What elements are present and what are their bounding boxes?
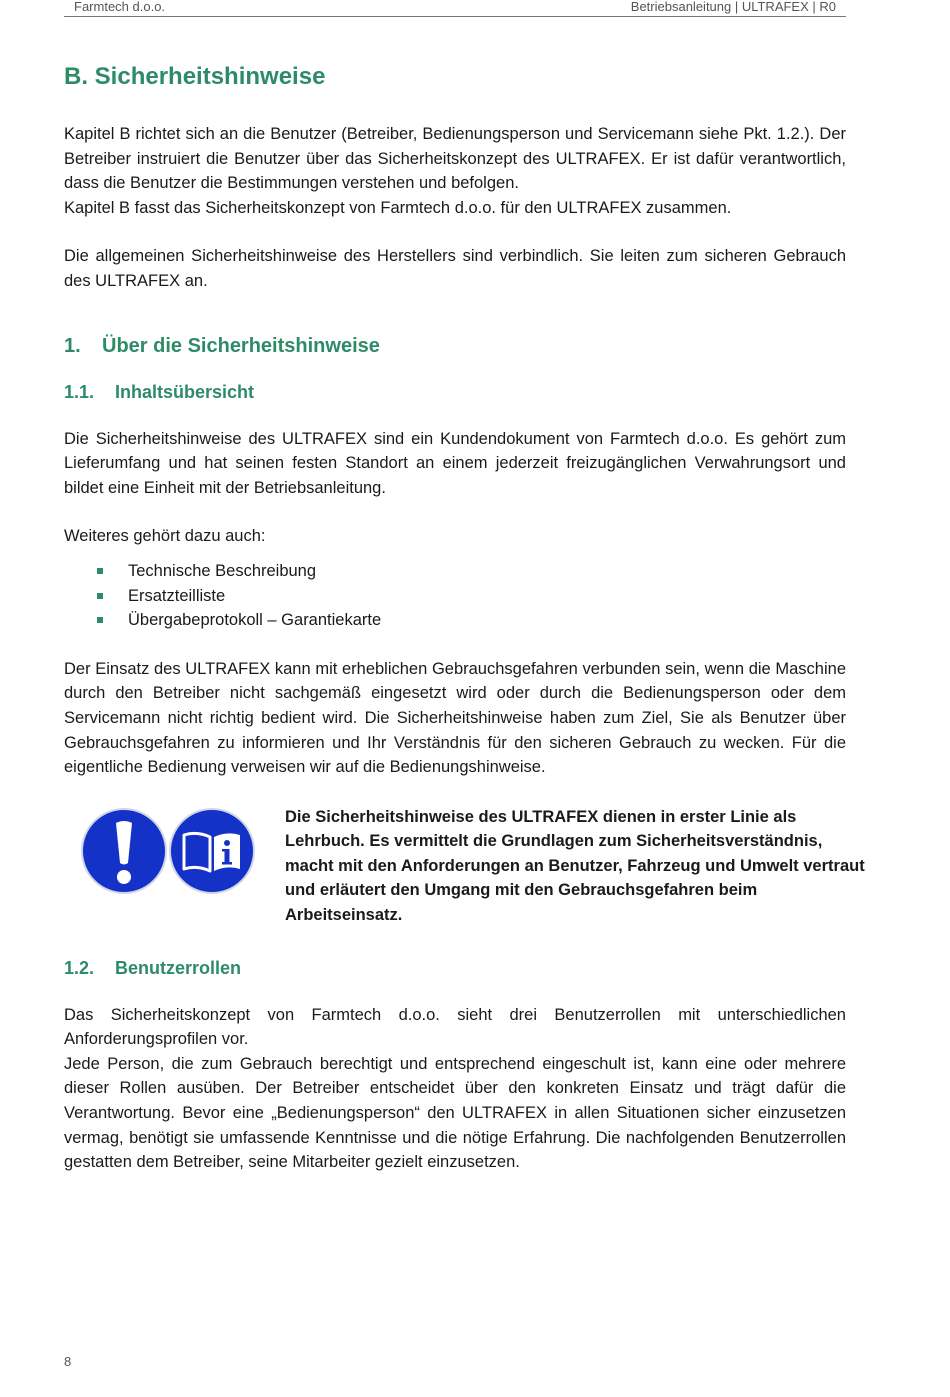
hazard-paragraph: Der Einsatz des ULTRAFEX kann mit erheblichen Gebrauchsgefahren verbunden sein, wenn die Maschine durch den Betreiber nicht sachgemäß eingesetzt wird oder durch die Bedienungsperson oder dem Servicemann nicht richtig bedient wird. Die Sicherheitshinweise haben zum Ziel, Sie als Benutzer über Gebrauchsgefahren zu informieren und Ihr Verständnis für den sicheren Gebrauch zu wecken. Für die eigentliche Bedienung verweisen wir auf die Bedienungshinweise.	[64, 659, 846, 777]
section-title: Über die Sicherheitshinweise	[102, 334, 380, 357]
section-heading-1-2	[64, 955, 846, 981]
chapter-intro-summary: Kapitel B fasst das Sicherheitskonzept von Farmtech d.o.o. für den ULTRAFEX zusammen.	[64, 198, 732, 217]
list-item: Übergabeprotokoll – Garantiekarte	[64, 608, 846, 633]
included-documents-list	[64, 559, 846, 633]
notice-icons	[81, 807, 257, 897]
user-roles-paragraph: Das Sicherheitskonzept von Farmtech d.o.o. sieht drei Benutzerrollen mit unterschiedlichen Anforderungsprofilen vor.	[64, 1005, 846, 1049]
exclamation-warning-icon	[82, 809, 166, 893]
page-number: 8	[64, 1354, 72, 1369]
overview-paragraph: Die Sicherheitshinweise des ULTRAFEX sind ein Kundendokument von Farmtech d.o.o. Es gehört zum Lieferumfang und hat seinen festen Standort an einem jederzeit freizugänglichen Verwahrungsort und bildet eine Einheit mit der Betriebsanleitung.	[64, 429, 846, 497]
bullet-square-icon	[97, 568, 103, 574]
section-heading-1-1	[64, 379, 846, 405]
section-number: 1.	[64, 334, 81, 357]
chapter-intro-paragraph: Kapitel B richtet sich an die Benutzer (Betreiber, Bedienungsperson und Servicemann siehe Pkt. 1.2.). Der Betreiber instruiert die Benutzer über das Sicherheitskonzept des ULTRAFEX. Er ist dafür verantwortlich, dass die Benutzer die Bestimmungen verstehen und befolgen.	[64, 125, 846, 193]
section-number: 1.2.	[64, 957, 95, 978]
page-content	[64, 62, 865, 1175]
list-item: Technische Beschreibung	[64, 559, 846, 584]
section-title: Inhaltsübersicht	[115, 381, 255, 402]
list-item: Ersatzteilliste	[64, 584, 846, 609]
header-company: Farmtech d.o.o.	[74, 0, 166, 14]
bullet-square-icon	[97, 593, 103, 599]
chapter-intro-manufacturer: Die allgemeinen Sicherheitshinweise des Herstellers sind verbindlich. Sie leiten zum sicheren Gebrauch des ULTRAFEX an.	[64, 247, 846, 290]
section-heading-1	[64, 332, 846, 360]
read-manual-icon	[170, 809, 254, 893]
section-number: 1.1.	[64, 381, 95, 402]
section-title: Benutzerrollen	[115, 957, 242, 978]
includes-intro: Weiteres gehört dazu auch:	[64, 527, 266, 546]
safety-notice-box	[64, 805, 865, 935]
bullet-square-icon	[97, 617, 103, 623]
notice-text: Die Sicherheitshinweise des ULTRAFEX dienen in erster Linie als Lehrbuch. Es vermittelt die Grundlagen zum Sicherheitsverständnis, macht mit den Anforderungen an Benutzer, Fahrzeug und Umwelt vertraut und erläutert den Umgang mit den Gebrauchsgefahren beim Arbeitseinsatz.	[285, 807, 865, 925]
user-roles-details: Jede Person, die zum Gebrauch berechtigt und entsprechend eingeschult ist, kann eine oder mehrere dieser Rollen ausüben. Der Betreiber entscheidet über den konkreten Einsatz und trägt dafür die Verantwortung. Bevor eine „Bedienungsperson“ den ULTRAFEX in allen Situationen sicher einzusetzen vermag, benötigt sie umfassende Kenntnisse und die nötige Erfahrung. Die nachfolgenden Benutzerrollen gestatten dem Betreiber, seine Mitarbeiter gezielt einzusetzen.	[64, 1054, 846, 1172]
page-header	[64, 0, 846, 17]
header-doc-info: Betriebsanleitung | ULTRAFEX | R0	[630, 0, 836, 14]
chapter-title: B. Sicherheitshinweise	[64, 63, 326, 90]
